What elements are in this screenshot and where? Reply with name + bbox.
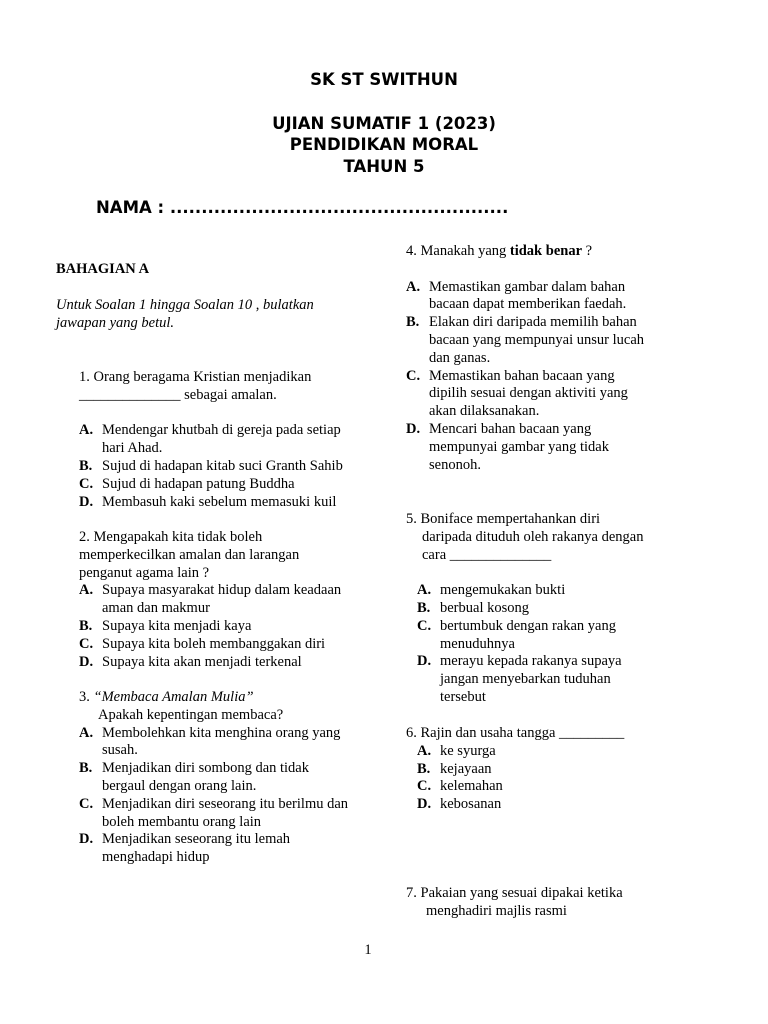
option-text: bergaul dengan orang lain. (102, 777, 257, 794)
option-b[interactable] (417, 761, 706, 779)
option-letter: B. (79, 617, 93, 634)
option-text: merayu kepada rakanya supaya (440, 653, 622, 670)
option-text: bacaan yang mempunyai unsur lucah (429, 331, 645, 348)
option-text: kebosanan (440, 796, 502, 813)
option-text: kelemahan (440, 778, 503, 795)
option-text: kejayaan (440, 760, 492, 777)
stem-line: ______________ sebagai amalan. (79, 386, 277, 403)
stem-prefix: 3. (79, 689, 94, 705)
stem-line: penganut agama lain ? (79, 564, 210, 581)
option-b[interactable] (406, 314, 706, 367)
stem-quote: “Membaca Amalan Mulia” (93, 689, 254, 705)
option-letter: A. (406, 278, 421, 295)
option-text: akan dilaksanakan. (429, 403, 540, 420)
instruction-line: jawapan yang betul. (56, 314, 175, 331)
name-blank[interactable]: ...................................................... (169, 198, 509, 217)
option-text: senonoh. (429, 456, 481, 473)
stem-line: menghadiri majlis rasmi (426, 902, 567, 919)
option-a[interactable] (406, 279, 706, 315)
question-5 (406, 511, 706, 707)
question-stem (79, 369, 369, 405)
option-c[interactable] (79, 476, 369, 494)
option-c[interactable] (417, 618, 706, 654)
stem-emphasis: tidak benar (509, 243, 583, 259)
option-text: bacaan dapat memberikan faedah. (429, 296, 627, 313)
stem-prefix: 4. Manakah yang (406, 243, 510, 259)
stem-line: daripada dituduh oleh rakanya dengan (422, 528, 644, 545)
option-d[interactable] (79, 831, 369, 867)
stem-line: 6. Rajin dan usaha tangga _________ (406, 725, 625, 741)
stem-line: 5. Boniface mempertahankan diri (406, 511, 601, 527)
question-4 (406, 243, 706, 474)
option-text: Supaya kita akan menjadi terkenal (102, 653, 302, 670)
option-text: dipilih sesuai dengan aktiviti yang (429, 385, 628, 402)
option-text: Supaya masyarakat hidup dalam keadaan (102, 582, 342, 599)
option-letter: A. (79, 724, 94, 741)
option-d[interactable] (417, 796, 706, 814)
question-stem (79, 689, 369, 725)
option-text: Supaya kita menjadi kaya (102, 617, 252, 634)
option-letter: B. (79, 760, 93, 777)
option-letter: D. (79, 493, 94, 510)
instructions (56, 297, 346, 333)
option-text: Mendengar khutbah di gereja pada setiap (102, 422, 341, 439)
option-text: Membasuh kaki sebelum memasuki kuil (102, 493, 337, 510)
option-text: mempunyai gambar yang tidak (429, 438, 609, 455)
option-letter: A. (79, 582, 94, 599)
option-text: menghadapi hidup (102, 849, 210, 866)
stem-line: 1. Orang beragama Kristian menjadikan (79, 369, 312, 385)
option-letter: B. (79, 457, 93, 474)
option-b[interactable] (79, 760, 369, 796)
option-text: Memastikan gambar dalam bahan (429, 278, 626, 295)
option-text: Membolehkan kita menghina orang yang (102, 724, 341, 741)
option-text: Sujud di hadapan patung Buddha (102, 475, 295, 492)
option-text: jangan menyebarkan tuduhan (440, 671, 611, 688)
option-d[interactable] (79, 654, 369, 672)
option-letter: D. (79, 831, 94, 848)
option-letter: C. (79, 635, 94, 652)
stem-suffix: ? (582, 243, 593, 259)
option-letter: A. (79, 422, 94, 439)
option-letter: C. (417, 617, 432, 634)
option-b[interactable] (79, 458, 369, 476)
option-text: Memastikan bahan bacaan yang (429, 367, 615, 384)
option-d[interactable] (79, 494, 369, 512)
option-d[interactable] (417, 653, 706, 706)
question-stem (406, 885, 706, 921)
option-text: dan ganas. (429, 349, 491, 366)
option-d[interactable] (406, 421, 706, 474)
stem-line: memperkecilkan amalan dan larangan (79, 546, 300, 563)
option-letter: C. (417, 778, 432, 795)
question-stem (406, 725, 706, 743)
question-3 (79, 689, 369, 867)
option-c[interactable] (417, 778, 706, 796)
option-letter: B. (417, 599, 431, 616)
option-text: hari Ahad. (102, 440, 163, 457)
option-text: tersebut (440, 688, 486, 705)
question-7 (406, 885, 706, 921)
option-text: Supaya kita boleh membanggakan diri (102, 635, 326, 652)
question-1 (79, 369, 369, 511)
page-number: 1 (364, 942, 372, 958)
option-a[interactable] (79, 725, 369, 761)
option-letter: C. (79, 475, 94, 492)
option-text: susah. (102, 742, 138, 759)
option-a[interactable] (417, 743, 706, 761)
option-text: Mencari bahan bacaan yang (429, 420, 592, 437)
option-text: Menjadikan seseorang itu lemah (102, 831, 291, 848)
option-b[interactable] (417, 600, 706, 618)
option-letter: C. (406, 367, 421, 384)
option-letter: B. (406, 314, 420, 331)
stem-line: cara ______________ (422, 546, 552, 563)
option-text: aman dan makmur (102, 600, 210, 617)
name-field[interactable] (96, 197, 508, 219)
option-letter: B. (417, 760, 431, 777)
option-text: Menjadikan diri sombong dan tidak (102, 760, 309, 777)
exam-title: UJIAN SUMATIF 1 (2023) (272, 114, 496, 133)
school-name: SK ST SWITHUN (310, 70, 458, 89)
option-letter: A. (417, 742, 432, 759)
option-text: bertumbuk dengan rakan yang (440, 617, 616, 634)
option-letter: C. (79, 795, 94, 812)
question-stem (79, 529, 369, 582)
option-text: ke syurga (440, 742, 496, 759)
instruction-line: Untuk Soalan 1 hingga Soalan 10 , bulatkan (56, 297, 314, 313)
section-title: BAHAGIAN A (56, 261, 150, 277)
option-a[interactable] (79, 422, 369, 458)
year-title: TAHUN 5 (343, 157, 425, 176)
option-text: Elakan diri daripada memilih bahan (429, 314, 637, 331)
option-text: mengemukakan bukti (440, 582, 566, 599)
option-c[interactable] (79, 796, 369, 832)
option-text: Sujud di hadapan kitab suci Granth Sahib (102, 457, 343, 474)
option-c[interactable] (406, 368, 706, 421)
question-2 (79, 529, 369, 671)
name-label: NAMA : (96, 198, 170, 217)
question-stem (406, 243, 706, 261)
option-text: menuduhnya (440, 635, 515, 652)
option-a[interactable] (417, 582, 706, 600)
option-text: Menjadikan diri seseorang itu berilmu dan (102, 795, 349, 812)
option-letter: D. (79, 653, 94, 670)
subject-title: PENDIDIKAN MORAL (289, 135, 479, 154)
option-b[interactable] (79, 618, 369, 636)
stem-line: 7. Pakaian yang sesuai dipakai ketika (406, 885, 623, 901)
stem-line (79, 689, 369, 707)
stem-line: Apakah kepentingan membaca? (98, 706, 284, 723)
option-letter: D. (417, 653, 432, 670)
option-letter: A. (417, 582, 432, 599)
option-text: boleh membantu orang lain (102, 813, 262, 830)
option-a[interactable] (79, 582, 369, 618)
option-letter: D. (406, 420, 421, 437)
option-text: berbual kosong (440, 599, 529, 616)
question-stem (406, 511, 706, 564)
option-c[interactable] (79, 636, 369, 654)
option-letter: D. (417, 796, 432, 813)
stem-line: 2. Mengapakah kita tidak boleh (79, 529, 263, 545)
question-6 (406, 725, 706, 814)
